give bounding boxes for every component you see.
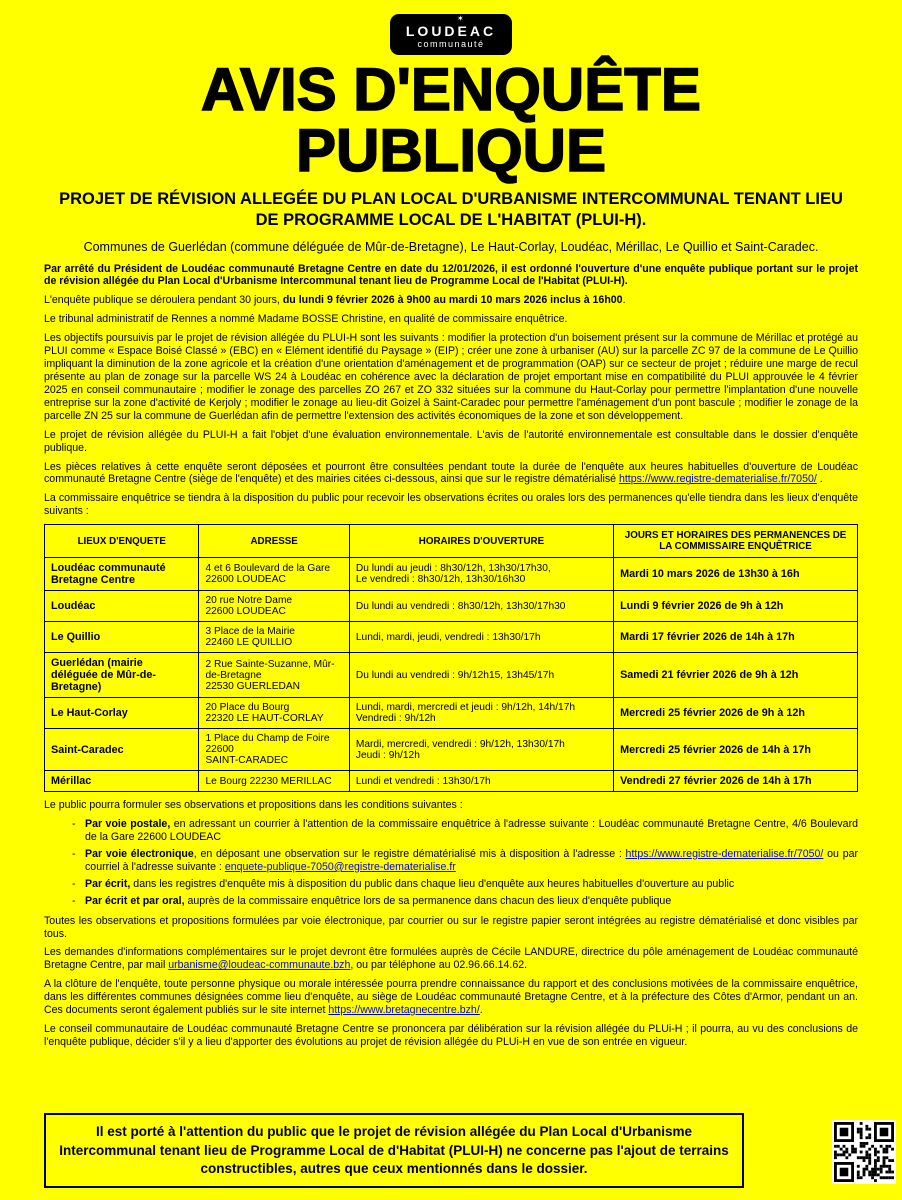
table-row (45, 591, 858, 622)
paragraph-evaluation: Le projet de révision allégée du PLUI-H a fait l'objet d'une évaluation environnementale. L'avis de l'autorité environnementale est consultable dans le dossier d'enquête publique. (44, 428, 858, 454)
cell-lieu: Loudéac communauté Bretagne Centre (45, 558, 199, 591)
paragraph-permanences: La commissaire enquêtrice se tiendra à la disposition du public pour recevoir les observations écrites ou orales lors des permanences qu'elle tiendra dans les lieux d'enquête suivants : (44, 492, 858, 518)
logo-star-icon: ✶ (456, 14, 464, 23)
item-lead: Par écrit et par oral, (85, 894, 185, 907)
page-subtitle: PROJET DE RÉVISION ALLEGÉE DU PLAN LOCAL D'URBANISME INTERCOMMUNAL TENANT LIEU DE PROGRAMME LOCAL DE L'HABITAT (PLUI-H). (59, 190, 843, 229)
paragraph-pieces (44, 461, 858, 487)
hours-line: Jeudi : 9h/12h (355, 749, 420, 761)
cloture-end: . (479, 1004, 483, 1017)
paragraph-conseil: Le conseil communautaire de Loudéac communauté Bretagne Centre se prononcera par délibération sur la révision allégée du PLUi-H ; il pourra, au vu des conclusions de l'enquête publique, décider s'il y a lieu d'apporter des évolutions au projet de révision allégée du PLUi-H en vue de son entrée en vigueur. (44, 1023, 858, 1049)
hours-line: Lundi, mardi, mercredi et jeudi : 9h/12h, 14h/17h (355, 702, 576, 714)
duree-end: . (622, 294, 626, 307)
item-text: , en déposant une observation sur le registre dématérialisé mis à disposition à l'adresse : (193, 847, 626, 860)
cell-horaires (349, 698, 613, 729)
paragraph-cloture (44, 978, 858, 1017)
item-lead: Par écrit, (85, 877, 131, 890)
header-lieux: LIEUX D'ENQUETE (45, 525, 199, 558)
enquete-email-link[interactable]: enquete-publique-7050@registre-dematerialise.fr (224, 860, 456, 873)
registre-dematerialise-link[interactable]: https://www.registre-dematerialise.fr/7050/ (625, 847, 824, 860)
cell-lieu: Le Quillio (45, 622, 199, 653)
paragraph-demandes (44, 946, 858, 972)
page-title-line2: PUBLIQUE (295, 117, 607, 185)
item-lead: Par voie électronique (85, 847, 194, 860)
paragraph-arrete: Par arrêté du Président de Loudéac communauté Bretagne Centre en date du 12/01/2026, il est ordonné l'ouverture d'une enquête publique portant sur le projet de révision allégée du Plan Local d'Urbanisme Intercommunal tenant lieu de Programme Local de l'Habitat (PLUI-H). (44, 262, 858, 288)
cell-adresse (199, 622, 349, 653)
address-line: 22600 LOUDEAC (205, 606, 286, 618)
hours-line: Du lundi au vendredi : 8h30/12h, 13h30/17h30 (355, 600, 566, 612)
cell-adresse (199, 653, 349, 698)
cell-horaires (349, 653, 613, 698)
cell-horaires (349, 771, 613, 792)
address-line: SAINT-CARADEC (205, 755, 289, 767)
duree-dates: du lundi 9 février 2026 à 9h00 au mardi 10 mars 2026 inclus à 16h00 (282, 294, 623, 307)
permanences-table (44, 524, 858, 792)
item-text: dans les registres d'enquête mis à disposition du public dans chaque lieu d'enquête aux heures habituelles d'ouverture au public (130, 877, 735, 890)
notice-box: Il est porté à l'attention du public que le projet de révision allégée du Plan Local d'Urbanisme Intercommunal tenant lieu de Programme Local de d'Habitat (PLUI-H) ne concerne pas l'ajout de terrains constructibles, autres que ceux mentionnés dans le dossier. (44, 1113, 744, 1188)
table-row (45, 771, 858, 792)
hours-line: Le vendredi : 8h30/12h, 13h30/16h30 (355, 574, 526, 586)
communes-line: Communes de Guerlédan (commune déléguée de Mûr-de-Bretagne), Le Haut-Corlay, Loudéac, Mérillac, Le Quillio et Saint-Caradec. (83, 239, 819, 254)
hours-line: Du lundi au jeudi : 8h30/12h, 13h30/17h30, (355, 563, 551, 575)
table-header-row (45, 525, 858, 558)
address-line: 3 Place de la Mairie (205, 626, 295, 638)
address-line: 22320 LE HAUT-CORLAY (205, 713, 324, 725)
cell-adresse (199, 698, 349, 729)
cell-permanence: Samedi 21 février 2026 de 9h à 12h (614, 653, 858, 698)
page-title (44, 55, 858, 185)
item-text: en adressant un courrier à l'attention de la commissaire enquêtrice à l'adresse suivante : Loudéac communauté Bretagne Centre, 4/6 Boulevard de la Gare 22600 LOUDEAC (85, 818, 858, 844)
table-row (45, 653, 858, 698)
cell-adresse (199, 591, 349, 622)
table-row (45, 558, 858, 591)
hours-line: Lundi et vendredi : 13h30/17h (355, 775, 491, 787)
paragraph-toutes-observations: Toutes les observations et propositions formulées par voie électronique, par courrier ou sur le registre papier seront intégrées au registre dématérialisé et donc visibles par tous. (44, 914, 858, 940)
address-line: 2 Rue Sainte-Suzanne, Mûr-de-Bretagne (205, 658, 335, 681)
cell-permanence: Vendredi 27 février 2026 de 14h à 17h (614, 771, 858, 792)
list-item-ecrit-oral (72, 895, 858, 908)
logo-wrap (44, 14, 858, 55)
address-line: 4 et 6 Boulevard de la Gare (205, 563, 331, 575)
loudeac-communaute-logo (390, 14, 512, 55)
list-item-voie-postale (72, 818, 858, 844)
page-title-line1: AVIS D'ENQUÊTE (201, 55, 701, 123)
cell-lieu: Le Haut-Corlay (45, 698, 199, 729)
logo-subname: communauté (417, 39, 485, 50)
address-line: 1 Place du Champ de Foire 22600 (205, 733, 330, 756)
cell-horaires (349, 729, 613, 771)
registre-dematerialise-link[interactable]: https://www.registre-dematerialise.fr/7050/ (618, 473, 817, 486)
paragraph-duree (44, 294, 858, 307)
item-text: ou par courriel à l'adresse suivante : (85, 847, 859, 873)
cell-lieu: Loudéac (45, 591, 199, 622)
cell-lieu: Mérillac (45, 771, 199, 792)
list-item-par-ecrit (72, 878, 858, 891)
qr-code-graphic (834, 1122, 894, 1182)
observations-list (72, 818, 858, 908)
observations-intro: Le public pourra formuler ses observations et propositions dans les conditions suivantes : (44, 799, 463, 812)
cell-permanence: Mercredi 25 février 2026 de 9h à 12h (614, 698, 858, 729)
table-row (45, 622, 858, 653)
cell-horaires (349, 591, 613, 622)
header-permanences: JOURS ET HORAIRES DES PERMANENCES DE LA COMMISSAIRE ENQUÊTRICE (614, 525, 858, 558)
urbanisme-email-link[interactable]: urbanisme@loudeac-communaute.bzh (168, 959, 351, 972)
address-line: 22530 GUERLEDAN (205, 680, 301, 692)
qr-code (832, 1120, 896, 1184)
hours-line: Lundi, mardi, jeudi, vendredi : 13h30/17h (355, 631, 541, 643)
cell-lieu: Saint-Caradec (45, 729, 199, 771)
logo-name: LOUDEAC (405, 23, 497, 39)
table-row (45, 729, 858, 771)
hours-line: Vendredi : 9h/12h (355, 713, 436, 725)
cell-adresse (199, 558, 349, 591)
item-text: auprès de la commissaire enquêtrice lors de sa permanence dans chacun des lieux d'enquête publique (184, 894, 672, 907)
list-item-voie-electronique (72, 848, 858, 874)
cloture-text: A la clôture de l'enquête, toute personne physique ou morale intéressée pourra prendre connaissance du rapport et des conclusions motivées de la commissaire enquêtrice, dans les différentes communes désignées comme lieu d'enquête, au siège de Loudéac communauté Bretagne Centre, et à la préfecture des Côtes d'Armor, pendant un an. Ces documents seront également publiés sur le site internet (44, 978, 858, 1017)
demandes-end: , ou par téléphone au 02.96.66.14.62. (350, 959, 528, 972)
header-horaires: HORAIRES D'OUVERTURE (349, 525, 613, 558)
address-line: 20 rue Notre Dame (205, 595, 293, 607)
address-line: Le Bourg 22230 MERILLAC (205, 775, 332, 787)
cell-adresse (199, 771, 349, 792)
table-row (45, 698, 858, 729)
cell-horaires (349, 622, 613, 653)
duree-normal: L'enquête publique se déroulera pendant 30 jours, (44, 294, 283, 307)
cell-horaires (349, 558, 613, 591)
address-line: 20 Place du Bourg (205, 702, 290, 714)
hours-line: Du lundi au vendredi : 9h/12h15, 13h45/17h (355, 669, 555, 681)
header-adresse: ADRESSE (199, 525, 349, 558)
hours-line: Mardi, mercredi, vendredi : 9h/12h, 13h30/17h (355, 738, 565, 750)
pieces-end: . (816, 473, 823, 486)
cell-permanence: Mardi 17 février 2026 de 14h à 17h (614, 622, 858, 653)
paragraph-tribunal: Le tribunal administratif de Rennes a nommé Madame BOSSE Christine, en qualité de commissaire enquêtrice. (44, 313, 568, 326)
cell-lieu: Guerlédan (mairie déléguée de Mûr-de-Bretagne) (45, 653, 199, 698)
demandes-text: Les demandes d'informations complémentaires sur le projet devront être formulées auprès de Cécile LANDURE, directrice du pôle aménagement de Loudéac communauté Bretagne Centre, par mail (44, 946, 858, 972)
cell-permanence: Lundi 9 février 2026 de 9h à 12h (614, 591, 858, 622)
item-lead: Par voie postale, (85, 818, 171, 831)
paragraph-objectifs: Les objectifs poursuivis par le projet de révision allégée du PLUI-H sont les suivants : modifier la protection d'un boisement présent sur la commune de Mérillac et protégé au PLUI comme « Espace Boisé Classé » (EBC) en « Elément identifié du Paysage » (EIP) ; créer une zone à urbaniser (AU) sur la parcelle ZC 97 de la commune de Le Quillio impliquant la diminution de la zone agricole et la création d'une orientation d'aménagement et de programmation (OAP) sur ce secteur de projet ; réduire une marge de recul présente au plan de zonage sur la parcelle WS 24 à Loudéac en cohérence avec la déclaration de projet emportant mise en compatibilité du PLUI approuvée le 4 février 2025 en conseil communautaire ; modifier le zonage des parcelles ZO 267 et ZO 332 situées sur la commune du Haut-Corlay pour permettre l'implantation d'une nouvelle entreprise sur la zone d'activité de Kerjoly ; modifier le zonage au lieu-dit Goizel à Saint-Caradec pour permettre l'aménagement d'un pont bascule ; modifier le zonage de la parcelle ZN 25 sur la commune de Guerlédan afin de permettre l'extension des activités économiques de la zone et son développement. (44, 332, 858, 422)
pieces-text: Les pièces relatives à cette enquête seront déposées et pourront être consultées pendant toute la durée de l'enquête aux heures habituelles d'ouverture de Loudéac communauté Bretagne Centre (siège de l'enquête) et des mairies citées ci-dessous, ainsi que sur le registre dématérialisé (44, 460, 858, 486)
cell-permanence: Mercredi 25 février 2026 de 14h à 17h (614, 729, 858, 771)
cell-adresse (199, 729, 349, 771)
address-line: 22600 LOUDEAC (205, 574, 286, 586)
address-line: 22460 LE QUILLIO (205, 637, 293, 649)
cell-permanence: Mardi 10 mars 2026 de 13h30 à 16h (614, 558, 858, 591)
bretagnecentre-link[interactable]: https://www.bretagnecentre.bzh/ (328, 1004, 480, 1017)
